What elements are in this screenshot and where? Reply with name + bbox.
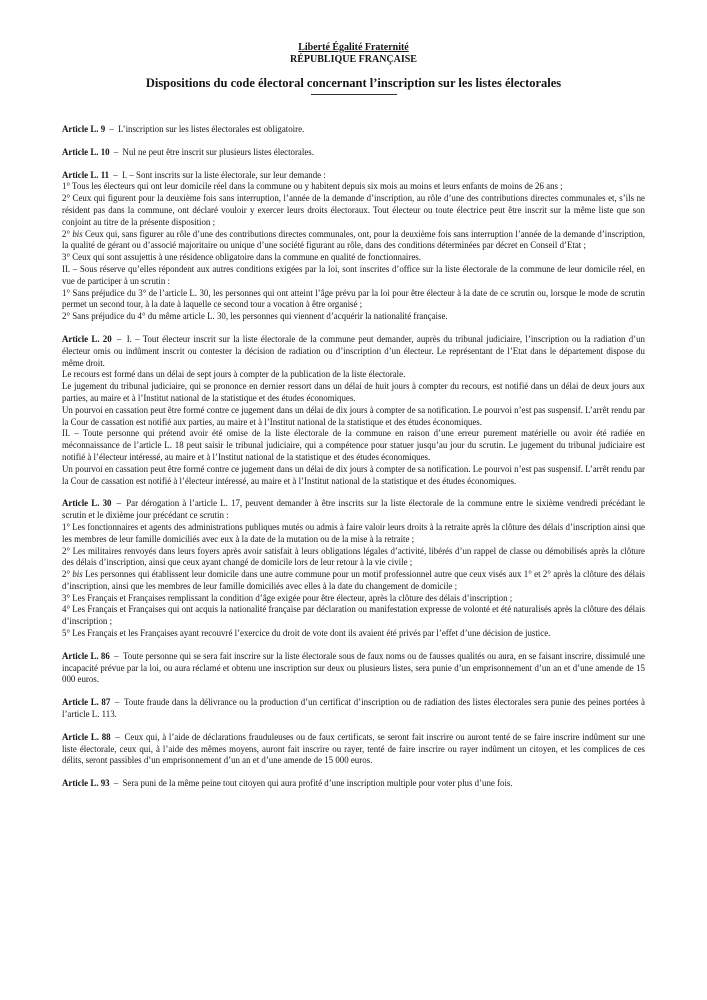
article-paragraph (62, 464, 645, 488)
article-block (62, 170, 645, 323)
article-paragraph (62, 498, 645, 522)
article-text: 2° Sans préjudice du 4° du même article L. 30, les personnes qui viennent d’acquérir la nationalité française. (62, 311, 448, 322)
article-dash: – (113, 498, 125, 509)
article-dash: – (112, 697, 122, 708)
article-text: II. – Sous réserve qu’elles répondent aux autres conditions exigées par la loi, sont inscrites d’office sur la liste électorale de la commune de leur domicile réel, en vue de participer à un scrutin : (62, 263, 645, 286)
article-text: Toute fraude dans la délivrance ou la production d’un certificat d’inscription ou de radiation des listes électorales sera punie des peines portées à l’article L. 113. (62, 697, 645, 720)
article-label: Article L. 9 (62, 124, 106, 134)
article-label: Article L. 10 (62, 146, 110, 157)
article-text: Par dérogation à l’article L. 17, peuvent demander à être inscrits sur la liste électorale de la commune entre le sixième vendredi précédant le scrutin et le dixième jour précédant ce scrutin : (62, 498, 645, 521)
article-label: Article L. 11 (62, 169, 110, 180)
document-header (0, 42, 707, 95)
article-dash: – (113, 333, 125, 344)
article-paragraph (62, 252, 645, 264)
article-paragraph (62, 181, 645, 193)
article-paragraph (62, 569, 645, 593)
article-paragraph (62, 193, 645, 228)
document-title: Dispositions du code électoral concernant l’inscription sur les listes électorales (145, 76, 562, 90)
article-paragraph (62, 369, 645, 381)
article-paragraph (62, 778, 645, 790)
article-text: Sera puni de la même peine tout citoyen qui aura profité d’une inscription multiple pour voter plus d’une fois. (122, 778, 513, 789)
article-paragraph (62, 405, 645, 429)
article-paragraph (62, 522, 645, 546)
article-text: 4° Les Français et Françaises qui ont acquis la nationalité française par déclaration ou manifestation expresse de volonté et été naturalisés après la clôture des délais d’inscription ; (62, 604, 645, 627)
article-text: 3° Les Français et Françaises remplissant la condition d’âge exigée pour être électeur, après la clôture des délais d’inscription ; (62, 592, 513, 603)
article-block (62, 334, 645, 487)
article-paragraph (62, 288, 645, 312)
article-text: 5° Les Français et les Françaises ayant recouvré l’exercice du droit de vote dont ils avaient été privés par l’effet d’une décision de justice. (62, 628, 551, 639)
article-block (62, 498, 645, 640)
title-underline-rule (311, 94, 397, 95)
article-text: Nul ne peut être inscrit sur plusieurs listes électorales. (122, 146, 314, 157)
article-dash: – (112, 731, 123, 742)
article-paragraph (62, 546, 645, 570)
article-label: Article L. 20 (62, 333, 112, 344)
article-dash: – (111, 778, 121, 789)
article-paragraph (62, 697, 645, 721)
article-paragraph (62, 311, 645, 323)
article-dash: – (111, 146, 121, 157)
article-dash: – (107, 124, 117, 134)
article-paragraph (62, 229, 645, 253)
article-text: Le recours est formé dans un délai de sept jours à compter de la publication de la liste électorale. (62, 369, 406, 380)
article-block (62, 697, 645, 721)
article-paragraph (62, 124, 645, 136)
article-paragraph (62, 264, 645, 288)
article-label: Article L. 86 (62, 650, 110, 661)
article-text: I. – Sont inscrits sur la liste électorale, sur leur demande : (121, 169, 326, 180)
republic-motto: Liberté Égalité Fraternité (298, 42, 409, 53)
article-label: Article L. 88 (62, 731, 111, 742)
article-label: Article L. 93 (62, 778, 110, 789)
article-block (62, 732, 645, 767)
article-text: 1° Les fonctionnaires et agents des administrations publiques mutés ou admis à faire valoir leurs droits à la retraite après la clôture des délais d’inscription ainsi que les membres de leur famille domiciliés avec eux à la date de la mutation ou de la mise à la retraite ; (62, 521, 645, 544)
article-text: L’inscription sur les listes électorales est obligatoire. (118, 124, 305, 134)
article-block (62, 778, 645, 790)
article-paragraph (62, 334, 645, 369)
article-paragraph (62, 732, 645, 767)
articles-list (62, 124, 645, 801)
article-block (62, 124, 645, 136)
article-paragraph (62, 381, 645, 405)
article-text: 1° Tous les électeurs qui ont leur domicile réel dans la commune ou y habitent depuis six mois au moins et leurs enfants de moins de 26 ans ; (62, 181, 563, 192)
article-text: Un pourvoi en cassation peut être formé contre ce jugement dans un délai de dix jours à compter de sa notification. Le pourvoi n’est pas suspensif. L’arrêt rendu par la Cour de cassation est notifié aux parties, au maire et à l’Institut national de la statistique et des études économiques. (62, 404, 645, 427)
article-text: 1° Sans préjudice du 3° de l’article L. 30, les personnes qui ont atteint l’âge prévu par la loi pour être électeur à la date de ce scrutin ou, lorsque le mode de scrutin permet un second tour, à la date à laquelle ce second tour a vocation à être organisé ; (62, 287, 645, 310)
article-paragraph (62, 604, 645, 628)
article-text: I. – Tout électeur inscrit sur la liste électorale de la commune peut demander, auprès du tribunal judiciaire, l’inscription ou la radiation d’un électeur omis ou indûment inscrit ou contester la décision de radiation ou d’inscription d’un électeur. Le représentant de l’Etat dans le département dispose du même droit. (62, 333, 645, 368)
article-paragraph (62, 651, 645, 686)
article-dash: – (111, 169, 120, 180)
article-label: Article L. 30 (62, 498, 112, 509)
article-paragraph (62, 170, 645, 182)
article-dash: – (111, 650, 121, 661)
bis-marker: bis (72, 228, 83, 239)
article-paragraph (62, 428, 645, 463)
article-text: 2° bis Les personnes qui établissent leur domicile dans une autre commune pour un motif professionnel autre que ceux visés aux 1° et 2° après la clôture des délais d’inscription, ainsi que les membres de leur famille domiciliés avec elles à la date du changement de domicile ; (62, 569, 645, 591)
article-text: 2° Les militaires renvoyés dans leurs foyers après avoir satisfait à leurs obligations légales d’activité, libérés d’un rappel de classe ou démobilisés après la clôture des délais d’inscription, ainsi que ceux ayant changé de domicile lors de leur retour à la vie civile ; (62, 545, 645, 568)
article-block (62, 147, 645, 159)
article-text: Un pourvoi en cassation peut être formé contre ce jugement dans un délai de dix jours à compter de sa notification. Le pourvoi n’est pas suspensif. L’arrêt rendu par la Cour de cassation est notifié à l’électeur intéressé, au maire et à l’Institut national de la statistique et des études économiques. (62, 463, 645, 486)
article-text: Toute personne qui se sera fait inscrire sur la liste électorale sous de faux noms ou de fausses qualités ou aura, en se faisant inscrire, dissimulé une incapacité prévue par la loi, ou aura réclamé et obtenu une inscription sur deux ou plusieurs listes, sera punie d’un emprisonnement d’un an et d’une amende de 15 000 euros. (62, 650, 645, 685)
article-paragraph (62, 147, 645, 159)
article-text: Le jugement du tribunal judiciaire, qui se prononce en dernier ressort dans un délai de huit jours à compter du recours, est notifié dans un délai de deux jours aux parties, au maire et à l’Institut national de la statistique et des études économiques. (62, 381, 645, 403)
article-label: Article L. 87 (62, 697, 111, 708)
article-text: 2° bis Ceux qui, sans figurer au rôle d’une des contributions directes communales, ont, pour la deuxième fois sans interruption l’année de la demande d’inscription, la qualité de gérant ou d’associé majoritaire ou unique d’une société figurant au rôle, dans des conditions déterminées par décret en Conseil d’Etat ; (62, 228, 645, 251)
article-text: 3° Ceux qui sont assujettis à une résidence obligatoire dans la commune en qualité de fonctionnaires. (62, 252, 421, 263)
article-paragraph (62, 628, 645, 640)
article-block (62, 651, 645, 686)
article-text: II. – Toute personne qui prétend avoir été omise de la liste électorale de la commune en raison d’une erreur purement matérielle ou avoir été radiée en méconnaissance de l’article L. 18 peut saisir le tribunal judiciaire, qui a compétence pour statuer jusqu’au jour du scrutin. Le jugement du tribunal judiciaire est notifié à l’électeur intéressé, au maire et à l’Institut national de la statistique et des études économiques. (62, 428, 645, 462)
bis-marker: bis (72, 569, 83, 580)
article-text: 2° Ceux qui figurent pour la deuxième fois sans interruption, l’année de la demande d’inscription, au rôle d’une des contributions directes communales et, s’ils ne résident pas dans la commune, ont déclaré vouloir y exercer leurs droits électoraux. Tout électeur ou toute électrice peut être inscrit sur la même liste que son conjoint au titre de la présente disposition ; (62, 193, 645, 227)
article-paragraph (62, 593, 645, 605)
article-text: Ceux qui, à l’aide de déclarations frauduleuses ou de faux certificats, se seront fait inscrire ou auront tenté de se faire inscrire indûment sur une liste électorale, ceux qui, à l’aide des mêmes moyens, auront fait inscrire ou rayer, tenté de faire inscrire ou rayer indûment un citoyen, et les complices de ces délits, seront passibles d’un emprisonnement d’un an et d’une amende de 15 000 euros. (62, 731, 645, 766)
republic-name: RÉPUBLIQUE FRANÇAISE (290, 54, 417, 65)
